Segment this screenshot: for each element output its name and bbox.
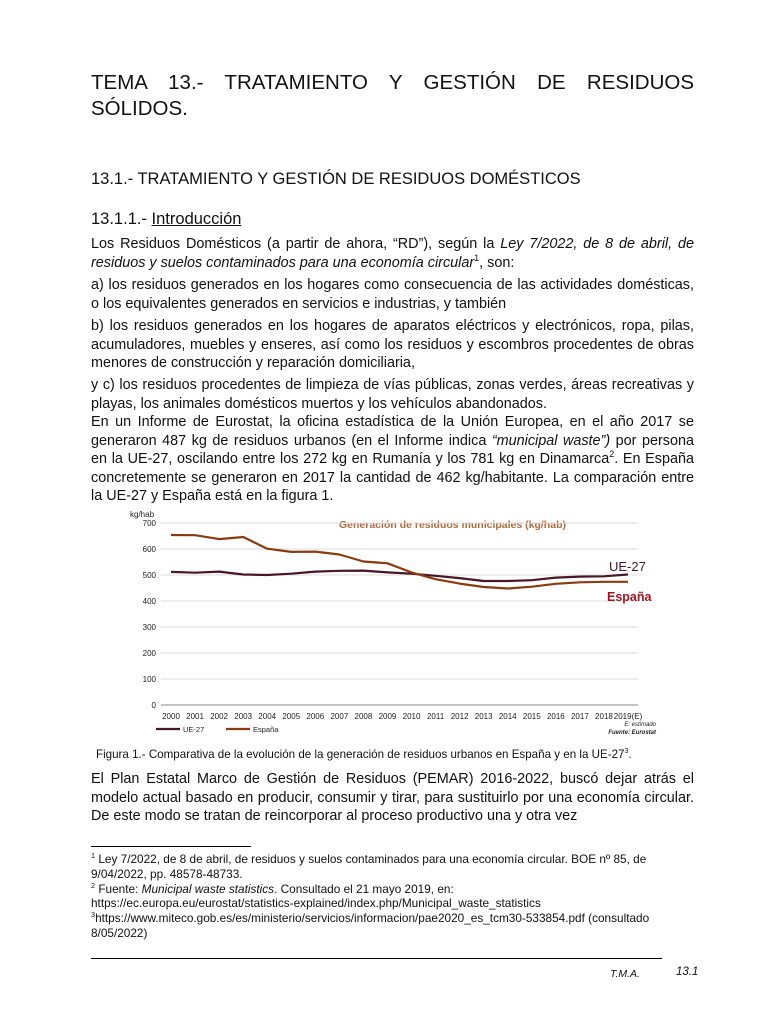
- x-tick-label: 2007: [330, 712, 349, 721]
- subsection-heading: [91, 210, 241, 229]
- y-tick-label: 0: [151, 701, 156, 710]
- x-tick-label: 2014: [498, 712, 517, 721]
- estimated-note: E: estimado: [624, 722, 656, 728]
- footnote-2-number: 2: [91, 880, 96, 890]
- footnote-ref-1: 1: [474, 252, 480, 263]
- x-tick-label: 2006: [306, 712, 325, 721]
- intro-paragraph: [91, 235, 694, 272]
- chart-title: Generación de residuos municipales (kg/hab): [339, 519, 566, 531]
- x-tick-label: 2005: [282, 712, 301, 721]
- x-tick-label: 2000: [162, 712, 180, 721]
- ue27-series-label: UE-27: [609, 559, 646, 574]
- x-tick-label: 2011: [426, 712, 445, 721]
- section-heading: 13.1.- TRATAMIENTO Y GESTIÓN DE RESIDUOS DOMÉSTICOS: [91, 170, 581, 188]
- item-c-paragraph: y c) los residuos procedentes de limpieza de vías públicas, zonas verdes, áreas recreativas y playas, los animales domésticos muertos y los vehículos abandonados.: [91, 377, 694, 412]
- x-tick-label: 2001: [186, 712, 204, 721]
- espana-series-label: España: [607, 590, 652, 604]
- x-tick-label: 2017: [570, 712, 589, 721]
- intro-text-end: , son:: [479, 254, 515, 271]
- law-reference: Ley 7/2022, de 8 de abril, de residuos y suelos contaminados para una economía circular: [91, 236, 695, 271]
- footnote-1-text: Ley 7/2022, de 8 de abril, de residuos y suelos contaminados para una economía circular. BOE nº 85, de 9/04/2022, pp. 48578-48733.: [91, 852, 647, 881]
- x-tick-label: 2009: [378, 712, 397, 721]
- subsection-label: Introducción: [151, 210, 242, 228]
- x-tick-label: 2003: [234, 712, 253, 721]
- waste-generation-chart: [126, 505, 662, 737]
- y-tick-label: 400: [142, 597, 156, 606]
- chart-svg: [126, 505, 662, 737]
- municipal-waste-term: “municipal waste”): [491, 432, 611, 449]
- eurostat-text-3: . En España concretemente se generaron en 2017 la cantidad de 462 kg/habitante. La comparación entre la UE-27 y España está en la figura 1.: [91, 451, 694, 505]
- x-tick-label: 2013: [474, 712, 493, 721]
- legend-espana-label: España: [253, 725, 279, 734]
- y-tick-label: 600: [142, 545, 156, 554]
- footnote-3-url[interactable]: https://www.miteco.gob.es/es/ministerio/servicios/informacion/pae2020_es_tcm30-533854.pdf (consultado 8/05/2022): [91, 911, 650, 940]
- chart-gridlines: [161, 523, 638, 705]
- footnote-1-number: 1: [91, 851, 96, 861]
- footnote-separator: [91, 846, 251, 847]
- footnote-ref-3: 3: [624, 746, 629, 756]
- item-b-paragraph: b) los residuos generados en los hogares de aparatos eléctricos y electrónicos, ropa, pilas, acumuladores, muebles y enseres, así como los residuos y escombros procedentes de obras menores de construcción y reparación domiciliaria,: [91, 318, 694, 372]
- y-tick-labels: [143, 519, 157, 710]
- x-tick-label: 2012: [450, 712, 469, 721]
- espana-line: [171, 535, 628, 589]
- footnote-1: [91, 852, 701, 882]
- chart-legend: [156, 725, 279, 734]
- y-tick-label: 100: [142, 675, 156, 684]
- footer-author: T.M.A.: [610, 968, 640, 980]
- x-tick-label: 2018: [595, 712, 613, 721]
- y-tick-label: 500: [142, 571, 156, 580]
- y-tick-label: 700: [142, 519, 156, 528]
- footnote-2-text: Fuente:: [95, 881, 142, 896]
- x-tick-label: 2010: [402, 712, 421, 721]
- pemar-paragraph: El Plan Estatal Marco de Gestión de Residuos (PEMAR) 2016-2022, buscó dejar atrás el modelo actual basado en producir, consumir y tirar, para sustituirlo por una economía circular. De este modo se tratan de reincorporar al proceso productivo una y otra vez: [91, 771, 694, 825]
- source-note: Fuente: Eurostat: [608, 730, 656, 736]
- x-tick-label: 2002: [210, 712, 229, 721]
- y-tick-label: 300: [142, 623, 156, 632]
- footnote-3: [91, 911, 701, 941]
- ue27-line: [171, 571, 628, 581]
- footnote-3-number: 3: [91, 910, 96, 920]
- footnotes: [91, 852, 701, 941]
- footnote-2-text-2: . Consultado el 21 mayo 2019, en:: [274, 881, 454, 896]
- x-tick-label: 2008: [354, 712, 373, 721]
- y-axis-label: kg/hab: [130, 510, 155, 519]
- footnote-2-url[interactable]: https://ec.europa.eu/eurostat/statistics-explained/index.php/Municipal_waste_statistics: [91, 896, 541, 911]
- caption-end: .: [628, 748, 632, 761]
- x-tick-label: 2004: [258, 712, 277, 721]
- footnote-2: [91, 882, 701, 912]
- x-tick-labels: [162, 712, 642, 721]
- footer-rule: [91, 958, 662, 959]
- footnote-2-title: Municipal waste statistics: [141, 881, 275, 896]
- page-number: 13.1: [676, 966, 699, 978]
- caption-text: Figura 1.- Comparativa de la evolución de la generación de residuos urbanos en España y en la UE-27: [96, 748, 625, 761]
- item-a-paragraph: a) los residuos generados en los hogares como consecuencia de las actividades domésticas, o los equivalentes generados en servicios e industrias, y también: [91, 277, 694, 312]
- legend-ue27-label: UE-27: [183, 725, 205, 734]
- subsection-number: 13.1.1.-: [91, 210, 152, 228]
- eurostat-text-2: por persona en la UE-27, oscilando entre los 272 kg en Rumanía y los 781 kg en Dinamarca: [91, 432, 694, 468]
- x-tick-label: 2019(E): [613, 712, 643, 721]
- intro-text: Los Residuos Domésticos (a partir de ahora, “RD”), según la: [91, 236, 501, 252]
- y-tick-label: 200: [142, 649, 156, 658]
- eurostat-paragraph: [91, 413, 694, 506]
- footnote-ref-2: 2: [609, 449, 615, 460]
- chart-series: [171, 535, 628, 589]
- x-tick-label: 2016: [546, 712, 565, 721]
- eurostat-text: En un Informe de Eurostat, la oficina estadística de la Unión Europea, en el año 2017 se generaron 487 kg de residuos urbanos (en el Informe indica: [91, 414, 694, 449]
- document-title: TEMA 13.- TRATAMIENTO Y GESTIÓN DE RESIDUOS SÓLIDOS.: [91, 71, 694, 120]
- x-tick-label: 2015: [522, 712, 541, 721]
- figure-caption: [96, 748, 632, 761]
